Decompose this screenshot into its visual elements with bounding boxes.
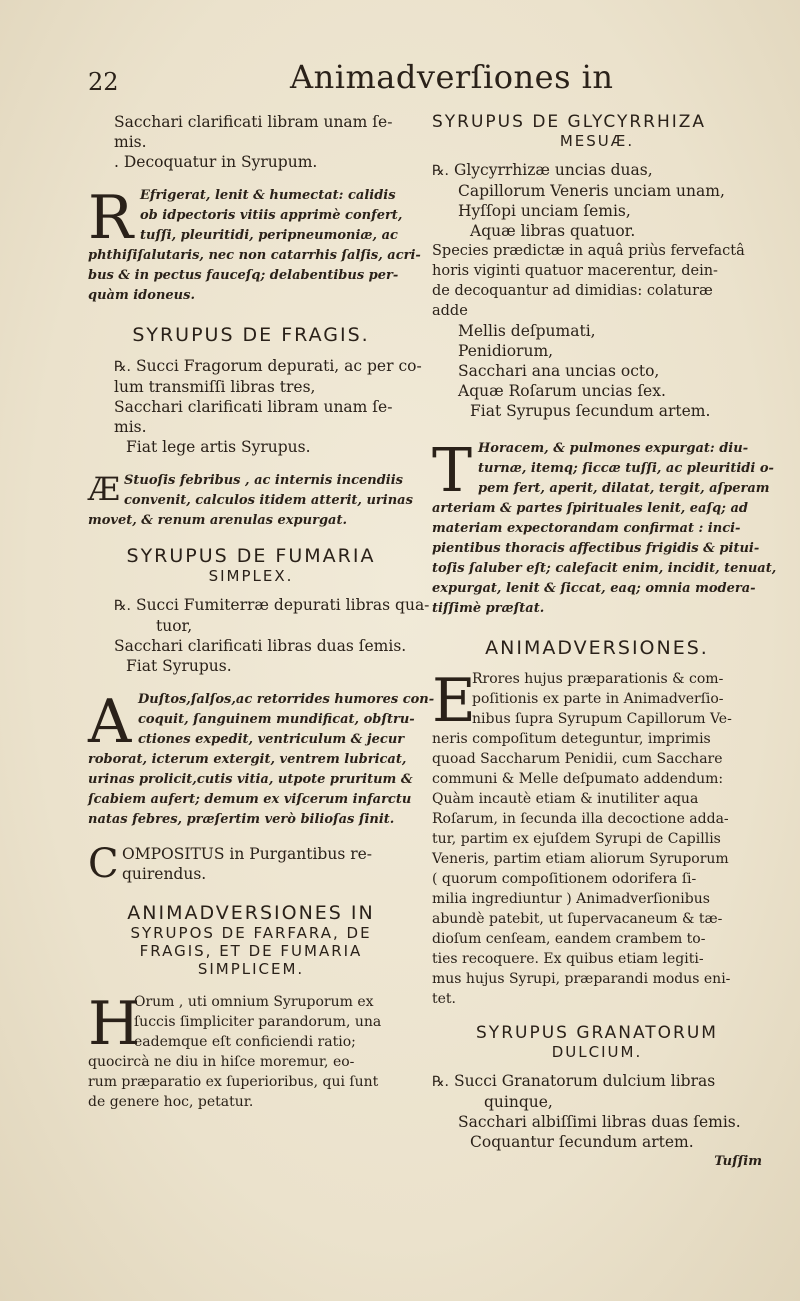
text-line: ſuccis ſimpliciter parandorum, una — [134, 1014, 382, 1030]
recipe-line: Mellis deſpumati, — [458, 322, 596, 340]
section-heading: SYRUPUS DE FRAGIS. — [132, 324, 370, 346]
text-line: Rrores hujus præparationis & com- — [472, 671, 724, 687]
italic-line: Horacem, & pulmones expurgat: diu- — [478, 441, 749, 456]
italic-line: expurgat, lenit & ſiccat, eaq; omnia modera- — [432, 581, 756, 596]
recipe-line: Aquæ libras quatuor. — [470, 222, 636, 240]
recipe-line: Sacchari clarificati libras duas ſemis. — [114, 637, 407, 655]
text-line: communi & Melle deſpumato addendum: — [432, 771, 724, 787]
italic-line: turnæ, itemq; ſiccæ tuſſi, ac pleuritidi o- — [478, 461, 774, 476]
text-line: nibus ſupra Syrupum Capillorum Ve- — [472, 711, 732, 727]
text-line: rum præparatio ex ſuperioribus, qui ſunt — [88, 1074, 379, 1090]
text-line: Species prædictæ in aquâ priùs fervefactâ — [432, 243, 745, 259]
italic-line: urinas prolicit,cutis vitia, utpote pruritum & — [88, 772, 413, 787]
recipe-line: Hyſſopi unciam ſemis, — [458, 202, 631, 220]
text-line: neris compoſitum deteguntur, imprimis — [432, 731, 711, 747]
italic-line: pem fert, aperit, dilatat, tergit, aſperam — [478, 481, 770, 496]
section-heading: SYRUPOS DE FARFARA, DE — [130, 924, 372, 942]
text-line: quirendus. — [122, 865, 207, 883]
drop-cap: T — [432, 436, 473, 506]
italic-line: ob idpectoris vitiis apprimè confert, — [140, 208, 403, 223]
commentary-paragraph — [88, 841, 414, 887]
text-line: Veneris, partim etiam aliorum Syruporum — [432, 851, 729, 867]
left-column — [88, 112, 435, 1112]
text-line: abundè patebit, ut ſupervacaneum & tæ- — [432, 911, 723, 927]
italic-line: tuſſi, pleuritidi, peripneumoniæ, ac — [140, 228, 398, 243]
italic-line: pientibus thoracis affectibus frigidis & pitui- — [432, 541, 760, 556]
section-heading: FRAGIS, ET DE FUMARIA — [139, 942, 363, 960]
recipe-line: Fiat Syrupus ſecundum artem. — [470, 402, 711, 420]
italic-line: natas febres, præſertim verò bilioſas ſinit. — [88, 812, 395, 827]
text-line: de decoquantur ad dimidias: colaturæ — [432, 283, 713, 299]
text-line: adde — [432, 303, 468, 319]
commentary-paragraph — [432, 666, 762, 1009]
recipe-line: Fiat Syrupus. — [126, 657, 232, 675]
drop-cap: C — [88, 841, 119, 887]
text-line: eademque eſt conficiendi ratio; — [134, 1034, 356, 1050]
italic-line: movet, & renum arenulas expurgat. — [88, 513, 347, 528]
drop-cap: E — [432, 666, 476, 736]
commentary-paragraph — [88, 989, 414, 1112]
recipe-line: Sacchari ana uncias octo, — [458, 362, 660, 380]
commentary-paragraph — [88, 183, 421, 306]
commentary-paragraph — [88, 687, 435, 830]
recipe-line: ℞. Succi Granatorum dulcium libras — [432, 1072, 716, 1090]
text-line: . Decoquatur in Syrupum. — [114, 153, 318, 171]
recipe-symbol: ℞. — [114, 598, 132, 614]
recipe-line: Coquantur ſecundum artem. — [470, 1133, 694, 1151]
recipe-line: ℞. Succi Fumiterræ depurati libras qua- — [114, 596, 430, 614]
italic-line: roborat, icterum extergit, ventrem lubricat, — [88, 752, 407, 767]
italic-line: phthiſiſalutaris, nec non catarrhis ſalſis, acri- — [88, 248, 421, 263]
text-line: ties recoquere. Ex quibus etiam legiti- — [432, 951, 704, 967]
italic-line: bus & in pectus fauceſq; delabentibus per- — [88, 268, 399, 283]
drop-cap: Æ — [88, 470, 121, 508]
page-number: 22 — [88, 68, 119, 96]
italic-line: toſis ſaluber eſt; calefacit enim, incidit, tenuat, — [432, 561, 777, 576]
italic-line: materiam expectorandam confirmat : inci- — [432, 521, 741, 536]
commentary-paragraph — [88, 471, 414, 531]
text-line: OMPOSITUS in Purgantibus re- — [122, 845, 373, 863]
recipe-symbol: ℞. — [432, 163, 450, 179]
recipe-line: mis. — [114, 418, 147, 436]
text-line: Orum , uti omnium Syruporum ex — [134, 994, 374, 1010]
section-subheading: MESUÆ. — [559, 132, 635, 150]
text-line: ( quorum compoſitionem odorifera ſi- — [432, 871, 697, 887]
text-line: tet. — [432, 991, 456, 1007]
drop-cap: R — [88, 183, 134, 253]
section-subheading: DULCIUM. — [551, 1043, 643, 1061]
italic-line: quàm idoneus. — [88, 288, 195, 303]
italic-line: convenit, calculos itidem atterit, urinas — [124, 493, 413, 508]
recipe-line: Sacchari albiſſimi libras duas ſemis. — [458, 1113, 741, 1131]
italic-line: tiſſimè præſtat. — [432, 601, 545, 616]
section-heading: SYRUPUS GRANATORUM — [476, 1023, 718, 1043]
running-title: Animadverſiones in — [290, 58, 614, 96]
text-line: Roſarum, in ſecunda illa decoctione adda- — [432, 811, 729, 827]
italic-line: arteriam & partes ſpirituales lenit, eaſq; ad — [432, 501, 748, 516]
text-line: quoad Saccharum Penidii, cum Sacchare — [432, 751, 723, 767]
italic-line: Efrigerat, lenit & humectat: calidis — [140, 188, 396, 203]
text-line: Quàm incautè etiam & inutiliter aqua — [432, 791, 699, 807]
recipe-line: ℞. Succi Fragorum depurati, ac per co- — [114, 357, 422, 375]
section-heading: SYRUPUS DE GLYCYRRHIZA — [432, 112, 707, 132]
text-line: horis viginti quatuor macerentur, dein- — [432, 263, 718, 279]
text-line: quocircà ne diu in hiſce moremur, eo- — [88, 1054, 355, 1070]
italic-line: ctiones expedit, ventriculum & jecur — [138, 732, 405, 747]
italic-line: coquit, ſanguinem mundificat, obſtru- — [138, 712, 415, 727]
text-line: mis. — [114, 133, 147, 151]
section-subheading: SIMPLEX. — [208, 567, 294, 585]
recipe-line: Sacchari clarificati libram unam ſe- — [114, 398, 393, 416]
recipe-line: Fiat lege artis Syrupus. — [126, 438, 311, 456]
section-heading: SIMPLICEM. — [197, 960, 305, 978]
recipe-line: quinque, — [484, 1093, 553, 1111]
italic-line: Duſtos,ſalſos,ac retorrides humores con- — [138, 692, 435, 707]
catchword: Tuſſim — [714, 1154, 762, 1169]
section-heading: ANIMADVERSIONES. — [485, 637, 709, 659]
section-heading: SYRUPUS DE FUMARIA — [126, 545, 376, 567]
recipe-line: tuor, — [156, 617, 193, 635]
italic-line: ſcabiem aufert; demum ex viſcerum infarctu — [88, 792, 412, 807]
drop-cap: A — [88, 687, 132, 757]
text-line: Sacchari clarificati libram unam ſe- — [114, 113, 393, 131]
recipe-symbol: ℞. — [114, 359, 132, 375]
recipe-line: Penidiorum, — [458, 342, 554, 360]
text-line: poſitionis ex parte in Animadverſio- — [472, 691, 724, 707]
text-line: milia ingrediuntur ) Animadverſionibus — [432, 891, 710, 907]
section-heading: ANIMADVERSIONES IN — [127, 902, 375, 924]
drop-cap: H — [88, 989, 141, 1059]
recipe-symbol: ℞. — [432, 1074, 450, 1090]
text-line: mus hujus Syrupi, præparandi modus eni- — [432, 971, 731, 987]
text-line: de genere hoc, petatur. — [88, 1094, 254, 1110]
italic-line: Stuoſis febribus , ac internis incendiis — [124, 473, 403, 488]
recipe-line: Aquæ Roſarum uncias ſex. — [458, 382, 666, 400]
right-column — [432, 112, 777, 1172]
text-line: dioſum cenſeam, eandem crambem to- — [432, 931, 706, 947]
recipe-line: lum transmiſſi libras tres, — [114, 378, 316, 396]
recipe-line: Capillorum Veneris unciam unam, — [458, 182, 725, 200]
text-line: tur, partim ex ejuſdem Syrupi de Capillis — [432, 831, 721, 847]
recipe-line: ℞. Glycyrrhizæ uncias duas, — [432, 161, 653, 179]
commentary-paragraph — [432, 436, 777, 619]
